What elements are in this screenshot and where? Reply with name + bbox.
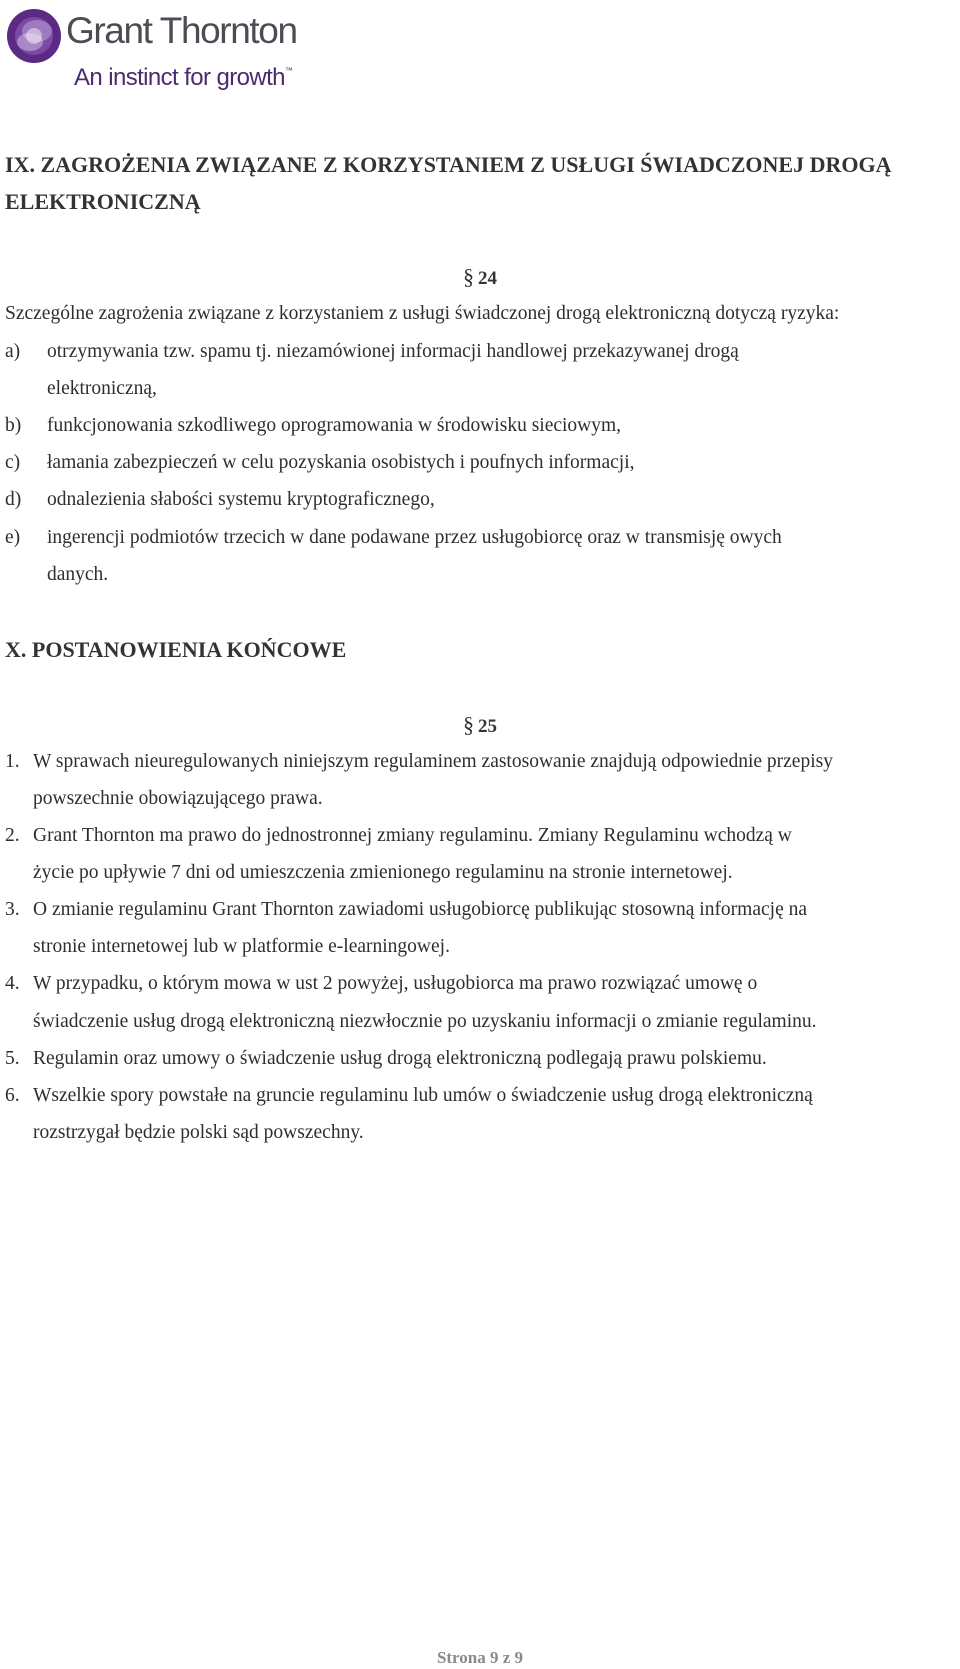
list-item-label: e) [5, 527, 21, 548]
list-item-label: 5. [5, 1048, 20, 1069]
section-9-intro: Szczególne zagrożenia związane z korzystaniem z usługi świadczonej drogą elektroniczną dotyczą ryzyka: [5, 303, 840, 324]
list-item-label: d) [5, 489, 22, 510]
list-item-text: odnalezienia słabości systemu kryptograficznego, [47, 489, 435, 510]
list-item-text: danych. [47, 564, 109, 585]
list-item-label: 2. [5, 825, 20, 846]
list-item-text: ingerencji podmiotów trzecich w dane podawane przez usługobiorcę oraz w transmisję owych [47, 527, 782, 548]
list-item-text: łamania zabezpieczeń w celu pozyskania osobistych i poufnych informacji, [47, 452, 635, 473]
page-number-footer: Strona 9 z 9 [436, 1648, 524, 1667]
list-item-text: stronie internetowej lub w platformie e-learningowej. [33, 936, 450, 957]
list-item-text: W sprawach nieuregulowanych niniejszym regulaminem zastosowanie znajdują odpowiednie przepisy [33, 751, 833, 772]
trademark-mark: ™ [284, 66, 293, 75]
list-item-text: Wszelkie spory powstałe na gruncie regulaminu lub umów o świadczenie usług drogą elektroniczną [33, 1085, 813, 1106]
list-item-label: 6. [5, 1085, 20, 1106]
list-item-text: Grant Thornton ma prawo do jednostronnej zmiany regulaminu. Zmiany Regulaminu wchodzą w [33, 825, 792, 846]
list-item-label: c) [5, 452, 21, 473]
list-item-text: powszechnie obowiązującego prawa. [33, 788, 323, 809]
list-item-text: elektroniczną, [47, 378, 157, 399]
list-item-text: otrzymywania tzw. spamu tj. niezamówionej informacji handlowej przekazywanej drogą [47, 341, 739, 362]
section-9-title-line-2: ELEKTRONICZNĄ [5, 189, 201, 214]
list-item-text: O zmianie regulaminu Grant Thornton zawiadomi usługobiorcę publikując stosowną informację na [33, 899, 808, 920]
paragraph-symbol: § [463, 264, 474, 289]
list-item-text: rozstrzygał będzie polski sąd powszechny. [33, 1122, 364, 1143]
list-item-text: Regulamin oraz umowy o świadczenie usług drogą elektroniczną podlegają prawu polskiemu. [33, 1048, 767, 1069]
paragraph-25-marker [0, 712, 960, 738]
list-item-label: 1. [5, 751, 20, 772]
list-item-text: W przypadku, o którym mowa w ust 2 powyżej, usługobiorca ma prawo rozwiązać umowę o [33, 973, 758, 994]
list-item-label: a) [5, 341, 21, 362]
paragraph-number: 25 [478, 716, 497, 737]
logo-mark-icon [4, 6, 64, 66]
list-item-text: funkcjonowania szkodliwego oprogramowania w środowisku sieciowym, [47, 415, 622, 436]
section-10-title: X. POSTANOWIENIA KOŃCOWE [5, 637, 347, 662]
brand-tagline: An instinct for growth™ [74, 64, 293, 91]
paragraph-symbol: § [463, 712, 474, 737]
paragraph-24-marker [0, 264, 960, 290]
list-item-label: 4. [5, 973, 20, 994]
paragraph-number: 24 [478, 268, 497, 289]
list-item-text: świadczenie usług drogą elektroniczną niezwłocznie po uzyskaniu informacji o zmianie regulaminu. [33, 1011, 817, 1032]
list-item-text: życie po upływie 7 dni od umieszczenia zmienionego regulaminu na stronie internetowej. [33, 862, 733, 883]
section-9-title-line-1: IX. ZAGROŻENIA ZWIĄZANE Z KORZYSTANIEM Z USŁUGI ŚWIADCZONEJ DROGĄ [5, 152, 892, 177]
list-item-label: 3. [5, 899, 20, 920]
brand-name: Grant Thornton [66, 10, 297, 51]
list-item-label: b) [5, 415, 22, 436]
